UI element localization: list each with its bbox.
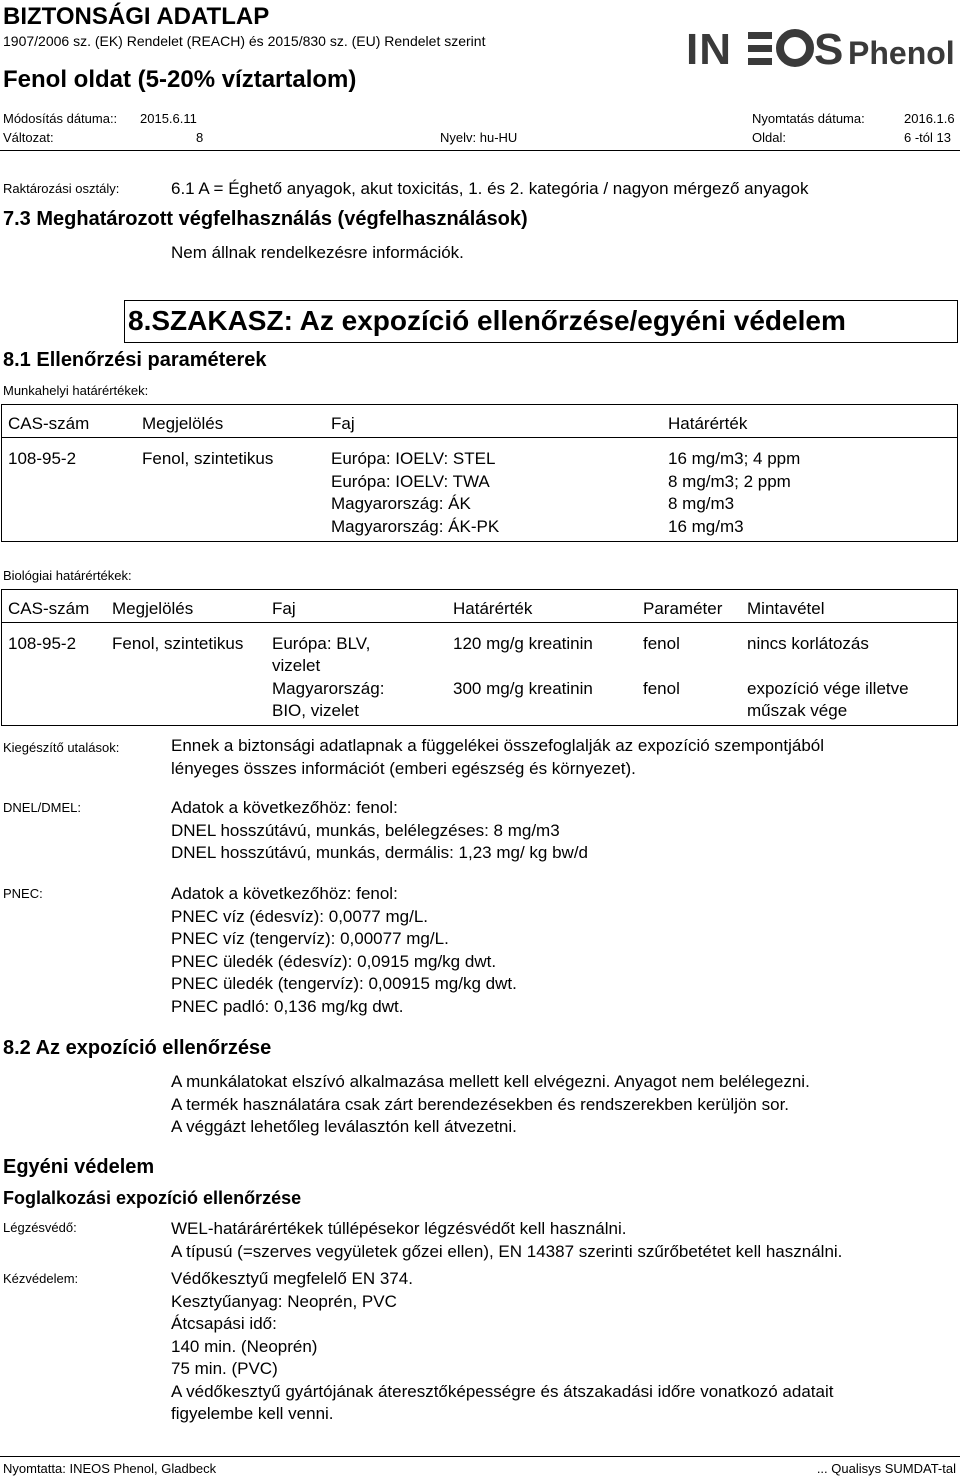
pnec-label: PNEC: [3, 886, 43, 901]
header-divider [0, 150, 960, 151]
dnel-line: DNEL hosszútávú, munkás, belélegzéses: 8 mg/m3 [171, 820, 560, 840]
svg-text:Phenol: Phenol [848, 35, 955, 71]
bio-header-type: Faj [272, 599, 296, 618]
regulation-line: 1907/2006 sz. (EK) Rendelet (REACH) és 2015/830 sz. (EU) Rendelet szerint [3, 33, 486, 49]
pnec-text [171, 883, 517, 1018]
bio-row-1-type: Európa: BLV, [272, 634, 371, 653]
respiratory-label: Légzésvédő: [3, 1220, 77, 1235]
bio-row-2-type: Magyarország: [272, 679, 385, 698]
ineos-phenol-logo [686, 26, 958, 77]
section-8-1-heading: 8.1 Ellenőrzési paraméterek [3, 349, 267, 371]
section-8-2-line: A munkálatokat elszívó alkalmazása mellett kell elvégezni. Anyagot nem belélegezni. [171, 1072, 810, 1091]
notes-line: Ennek a biztonsági adatlapnak a függelékei összefoglalják az expozíció szempontjából [171, 736, 825, 755]
hand-protection-line: 75 min. (PVC) [171, 1359, 278, 1378]
oel-limit-item: 8 mg/m3 [668, 494, 735, 513]
oel-header-name: Megjelölés [142, 414, 224, 433]
storage-class-label: Raktározási osztály: [3, 181, 120, 196]
oel-header-cas: CAS-szám [8, 414, 90, 433]
bio-substance-name: Fenol, szintetikus [112, 634, 244, 653]
hand-protection-text [171, 1268, 833, 1426]
footer-printed-by: Nyomtatta: INEOS Phenol, Gladbeck [3, 1461, 217, 1476]
oel-limit-list [668, 448, 800, 538]
notes-text [171, 735, 824, 780]
print-date: 2016.1.6 [904, 111, 955, 126]
section-8-2-line: A véggázt lehetőleg leválasztón kell átvezetni. [171, 1117, 517, 1136]
hand-protection-line: figyelembe kell venni. [171, 1404, 334, 1423]
hand-protection-line: Kesztyűanyag: Neoprén, PVC [171, 1291, 397, 1311]
personal-protection-heading: Egyéni védelem [3, 1156, 155, 1178]
bio-row-2-parameter: fenol [643, 679, 680, 698]
biological-limits-label: Biológiai határértékek: [3, 568, 132, 583]
bio-row-1-parameter: fenol [643, 634, 680, 653]
respiratory-text [171, 1218, 842, 1263]
bio-header-sampling: Mintavétel [747, 599, 825, 618]
storage-class-value: 6.1 A = Éghető anyagok, akut toxicitás, 1. és 2. kategória / nagyon mérgező anyagok [171, 179, 809, 198]
workplace-limits-label: Munkahelyi határértékek: [3, 383, 149, 398]
section-8-heading: 8.SZAKASZ: Az expozíció ellenőrzése/egyéni védelem [128, 305, 846, 336]
section-8-2-heading: 8.2 Az expozíció ellenőrzése [3, 1037, 272, 1059]
dnel-line: DNEL hosszútávú, munkás, dermális: 1,23 mg/ kg bw/d [171, 843, 588, 862]
section-7-3-heading: 7.3 Meghatározott végfelhasználás (végfelhasználások) [3, 208, 528, 230]
dnel-text [171, 797, 588, 865]
notes-label: Kiegészítő utalások: [3, 740, 120, 755]
product-name: Fenol oldat (5-20% víztartalom) [3, 66, 357, 93]
page-label: Oldal: [752, 130, 786, 145]
language: Nyelv: hu-HU [440, 130, 518, 145]
section-7-3-text: Nem állnak rendelkezésre információk. [171, 243, 464, 262]
svg-text:S: S [814, 26, 844, 72]
bio-header-name: Megjelölés [112, 599, 194, 618]
section-8-2-line: A termék használatára csak zárt berendezésekben és rendszerekben kerüljön sor. [171, 1094, 790, 1114]
version-number: 8 [196, 130, 204, 145]
hand-protection-line: Védőkesztyű megfelelő EN 374. [171, 1269, 413, 1288]
oel-type-item: Európa: IOELV: TWA [331, 471, 490, 491]
bio-header-parameter: Paraméter [643, 599, 723, 618]
footer-divider [0, 1456, 960, 1457]
section-8-2-text [171, 1071, 810, 1139]
bio-row-2-sampling: expozíció vége illetve [747, 679, 909, 698]
pnec-line: Adatok a következőhöz: fenol: [171, 884, 398, 903]
pnec-line: PNEC víz (tengervíz): 0,00077 mg/L. [171, 929, 449, 948]
hand-protection-line: Átcsapási idő: [171, 1314, 277, 1333]
bio-row-2-type-cont: BIO, vizelet [272, 701, 359, 720]
oel-type-list [331, 448, 499, 538]
pnec-line: PNEC víz (édesvíz): 0,0077 mg/L. [171, 906, 428, 926]
oel-limit-item: 8 mg/m3; 2 ppm [668, 471, 791, 491]
oel-header-limit: Határérték [668, 414, 748, 433]
bio-cas-number: 108-95-2 [8, 634, 77, 653]
page-number: 6 -tól 13 [904, 130, 951, 145]
pnec-line: PNEC padló: 0,136 mg/kg dwt. [171, 996, 404, 1016]
oel-table-header-divider [1, 437, 958, 438]
oel-limit-item: 16 mg/m3; 4 ppm [668, 449, 801, 468]
hand-protection-line: 140 min. (Neoprén) [171, 1336, 318, 1356]
oel-type-item: Magyarország: ÁK-PK [331, 516, 500, 536]
modification-date: 2015.6.11 [140, 111, 197, 126]
oel-type-item: Európa: IOELV: STEL [331, 449, 496, 468]
bio-row-1-type-cont: vizelet [272, 656, 321, 675]
bio-table-header-divider [1, 622, 958, 623]
respiratory-line: WEL-határárértékek túllépésekor légzésvédőt kell használni. [171, 1219, 627, 1238]
pnec-line: PNEC üledék (édesvíz): 0,0915 mg/kg dwt. [171, 951, 497, 971]
occupational-exposure-heading: Foglalkozási expozíció ellenőrzése [3, 1188, 302, 1208]
dnel-line: Adatok a következőhöz: fenol: [171, 798, 398, 817]
footer-software: ... Qualisys SUMDAT-tal [816, 1461, 956, 1476]
oel-substance-name: Fenol, szintetikus [142, 449, 274, 468]
oel-header-type: Faj [331, 414, 355, 433]
bio-row-1-limit: 120 mg/g kreatinin [453, 634, 593, 653]
oel-cas-number: 108-95-2 [8, 449, 77, 468]
hand-protection-label: Kézvédelem: [3, 1271, 79, 1286]
print-date-label: Nyomtatás dátuma: [752, 111, 865, 126]
hand-protection-line: A védőkesztyű gyártójának áteresztőképességre és átszakadási időre vonatkozó adatait [171, 1381, 834, 1401]
modification-date-label: Módosítás dátuma:: [3, 111, 118, 126]
svg-text:IN: IN [686, 26, 732, 72]
notes-line: lényeges összes információt (emberi egészség és környezet). [171, 758, 636, 778]
bio-header-limit: Határérték [453, 599, 533, 618]
respiratory-line: A típusú (=szerves vegyületek gőzei ellen), EN 14387 szerinti szűrőbetétet kell használni. [171, 1241, 843, 1261]
bio-row-2-limit: 300 mg/g kreatinin [453, 679, 593, 698]
bio-header-cas: CAS-szám [8, 599, 90, 618]
oel-limit-item: 16 mg/m3 [668, 516, 744, 536]
bio-row-2-sampling-cont: műszak vége [747, 701, 848, 720]
dnel-label: DNEL/DMEL: [3, 800, 82, 815]
pnec-line: PNEC üledék (tengervíz): 0,00915 mg/kg dwt. [171, 974, 517, 993]
document-title: BIZTONSÁGI ADATLAP [3, 3, 270, 30]
version-label: Változat: [3, 130, 54, 145]
oel-type-item: Magyarország: ÁK [331, 494, 471, 513]
bio-row-1-sampling: nincs korlátozás [747, 634, 869, 653]
